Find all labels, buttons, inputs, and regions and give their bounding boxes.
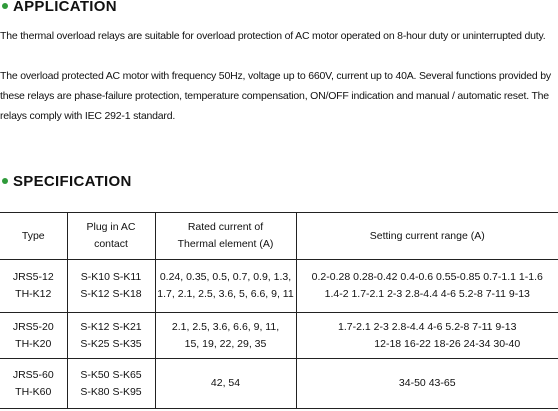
table-header-row <box>0 213 558 260</box>
cell-setting-range: 34-50 43-65 <box>296 359 558 409</box>
cell-setting-range: 1.7-2.1 2-3 2.8-4.4 4-6 5.2-8 7-11 9-13 12-18 16-22 18-26 24-34 30-40 <box>296 313 558 359</box>
header-rated-current: Rated current of Thermal element (A) <box>155 213 296 260</box>
table-row <box>0 260 558 313</box>
bullet-icon <box>2 3 8 9</box>
cell-setting-range: 0.2-0.28 0.28-0.42 0.4-0.6 0.55-0.85 0.7-1.1 1-1.6 1.4-2 1.7-2.1 2-3 2.8-4.4 4-6 5.2-8 7-11 9-13 <box>296 260 558 313</box>
application-paragraph-2: The overload protected AC motor with frequency 50Hz, voltage up to 660V, current up to 40A. Several functions provided by these relays are phase-failure protection, temperature compensation, ON/OFF indication and manual / automatic reset. The relays comply with IEC 292-1 standard. <box>0 70 551 122</box>
application-heading <box>0 0 117 16</box>
application-paragraph-1: The thermal overload relays are suitable for overload protection of AC motor operated on 8-hour duty or uninterrupted duty. <box>0 30 546 42</box>
application-heading-text: APPLICATION <box>13 0 117 15</box>
cell-type: JRS5-20 TH-K20 <box>0 313 67 359</box>
specification-heading <box>0 171 132 191</box>
specification-heading-text: SPECIFICATION <box>13 172 132 190</box>
header-setting-range: Setting current range (A) <box>296 213 558 260</box>
cell-rated-current: 2.1, 2.5, 3.6, 6.6, 9, 11, 15, 19, 22, 29, 35 <box>155 313 296 359</box>
header-type: Type <box>0 213 67 260</box>
specification-table <box>0 212 558 409</box>
cell-type: JRS5-60 TH-K60 <box>0 359 67 409</box>
bullet-icon <box>2 178 8 184</box>
cell-rated-current: 0.24, 0.35, 0.5, 0.7, 0.9, 1.3, 1.7, 2.1, 2.5, 3.6, 5, 6.6, 9, 11 <box>155 260 296 313</box>
header-plug: Plug in AC contact <box>67 213 155 260</box>
cell-plug: S-K50 S-K65 S-K80 S-K95 <box>67 359 155 409</box>
cell-type: JRS5-12 TH-K12 <box>0 260 67 313</box>
cell-plug: S-K10 S-K11 S-K12 S-K18 <box>67 260 155 313</box>
cell-plug: S-K12 S-K21 S-K25 S-K35 <box>67 313 155 359</box>
table-row <box>0 313 558 359</box>
cell-rated-current: 42, 54 <box>155 359 296 409</box>
table-row <box>0 359 558 409</box>
